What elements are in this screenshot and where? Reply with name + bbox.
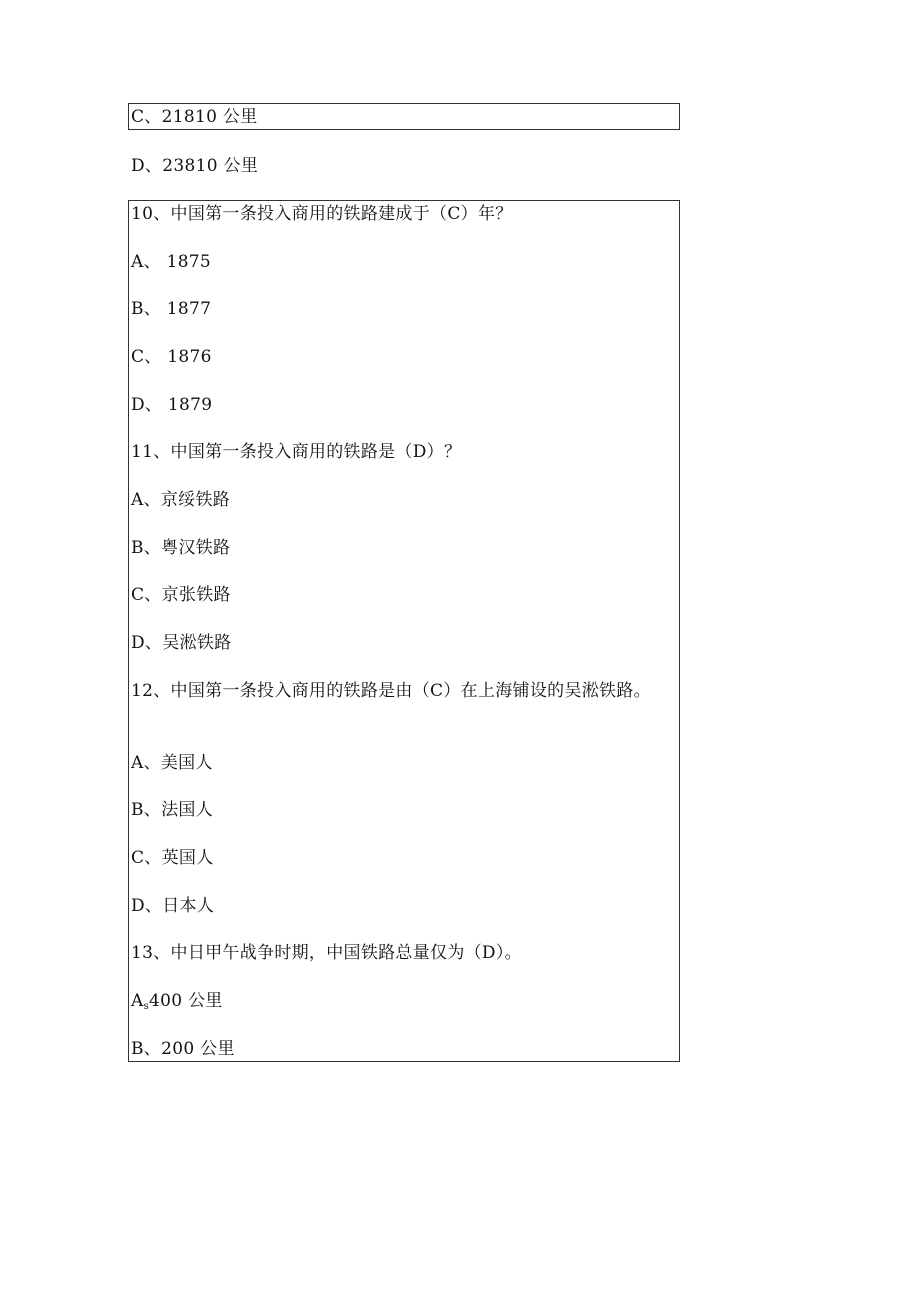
q12-option-c: C、英国人 <box>131 848 214 868</box>
q13-option-a-value: 400 公里 <box>149 991 223 1011</box>
q12-option-d: D、日本人 <box>131 896 215 916</box>
q10-option-a: A、 1875 <box>131 252 212 272</box>
q11-option-c: C、京张铁路 <box>131 585 231 605</box>
q13-option-a-subscript: s <box>143 1001 150 1012</box>
option-d-q9: D、23810 公里 <box>131 156 259 176</box>
q10-option-b: B、 1877 <box>131 299 212 319</box>
q12-option-b: B、法国人 <box>131 800 213 820</box>
question-12: 12、中国第一条投入商用的铁路是由（C）在上海铺设的吴淞铁路。 <box>131 681 651 701</box>
q13-option-b: B、200 公里 <box>131 1039 235 1059</box>
q10-option-c: C、 1876 <box>131 347 212 367</box>
q11-option-b: B、粤汉铁路 <box>131 538 231 558</box>
q10-option-d: D、 1879 <box>131 395 213 415</box>
question-11: 11、中国第一条投入商用的铁路是（D）？ <box>131 442 462 462</box>
q11-option-a: A、京绥铁路 <box>131 490 231 510</box>
option-c-q9: C、21810 公里 <box>131 107 258 127</box>
question-10: 10、中国第一条投入商用的铁路建成于（C）年？ <box>131 204 513 224</box>
q12-option-a: A、美国人 <box>131 753 213 773</box>
q13-option-a <box>131 990 223 1018</box>
question-13: 13、中日甲午战争时期，中国铁路总量仅为（D）。 <box>131 943 522 963</box>
question-box <box>128 200 680 1062</box>
q13-option-a-letter: A <box>131 991 144 1011</box>
q11-option-d: D、吴淞铁路 <box>131 633 232 653</box>
